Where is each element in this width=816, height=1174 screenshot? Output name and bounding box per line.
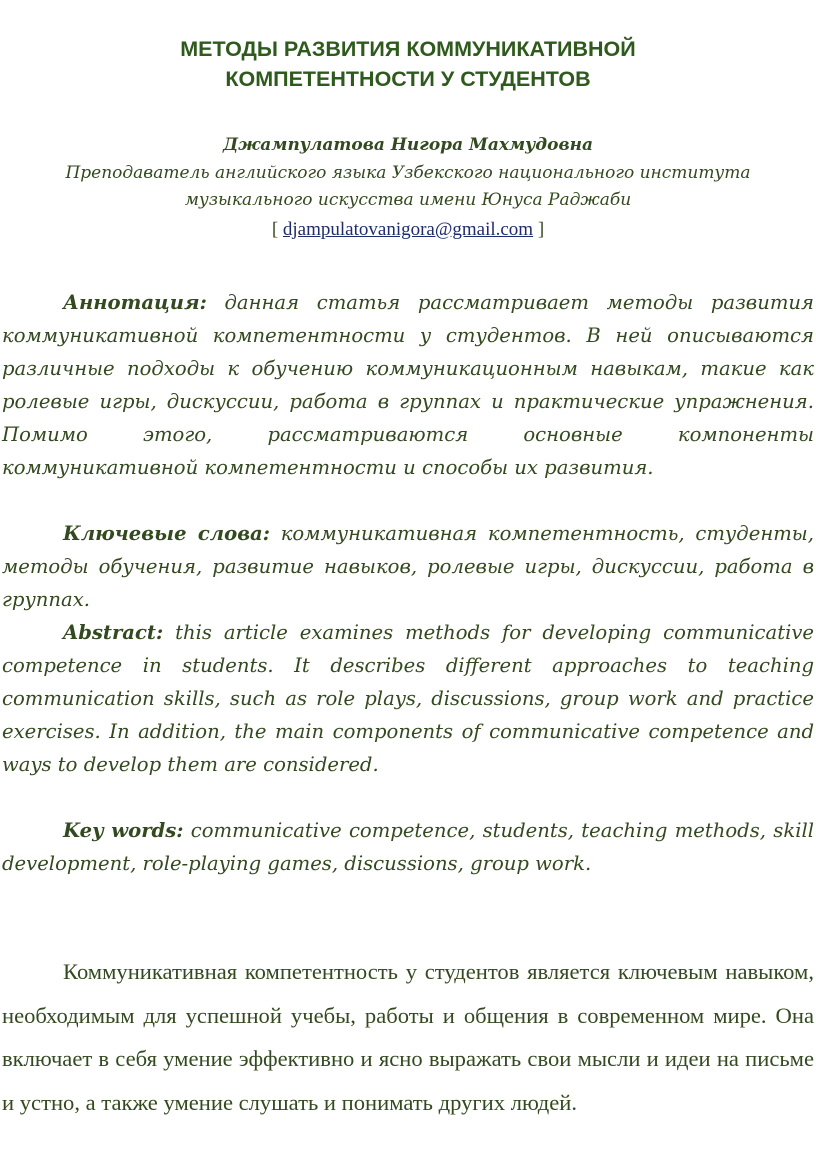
body-paragraph-1: Коммуникативная компетентность у студентов является ключевым навыком, необходимым для успешной учебы, работы и общения в современном мире. Она включает в себя умение эффективно и ясно выражать свои мысли и идеи на письме и устно, а также умение слушать и понимать других людей. — [2, 959, 814, 1115]
annotation-label: Аннотация: — [63, 291, 207, 314]
keywords-ru-text: коммуникативная компетентность, студенты, методы обучения, развитие навыков, ролевые игры, дискуссии, работа в группах. — [2, 522, 814, 611]
abstract-label: Abstract: — [63, 621, 164, 644]
annotation-paragraph — [2, 286, 814, 484]
author-email-link[interactable]: djampulatovanigora@gmail.com — [282, 219, 534, 240]
email-bracket-open: [ — [271, 219, 283, 240]
abstract-paragraph — [2, 616, 814, 781]
keywords-en-text: communicative competence, students, teaching methods, skill development, role-playing games, discussions, group work. — [2, 819, 814, 875]
title-line-1: МЕТОДЫ РАЗВИТИЯ КОММУНИКАТИВНОЙ — [180, 37, 636, 61]
affiliation-line-2: музыкального искусства имени Юнуса Раджаби — [184, 190, 632, 210]
abstract-text: this article examines methods for developing communicative competence in students. It describes different approaches to teaching communication skills, such as role plays, discussions, group work and practice exercises. In addition, the main components of communicative competence and ways to develop them are considered. — [2, 621, 814, 776]
annotation-text: данная статья рассматривает методы развития коммуникативной компетентности у студентов. В ней описываются различные подходы к обучению коммуникационным навыкам, такие как ролевые игры, дискуссии, работа в группах и практические упражнения. Помимо этого, рассматриваются основные компоненты коммуникативной компетентности и способы их развития. — [2, 291, 814, 479]
keywords-ru-paragraph — [2, 517, 814, 616]
keywords-en-label: Key words: — [63, 819, 184, 842]
keywords-ru-label: Ключевые слова: — [63, 522, 270, 545]
email-bracket-close: ] — [533, 219, 545, 240]
author-affiliation — [0, 160, 816, 214]
article-title — [0, 34, 816, 94]
title-line-2: КОМПЕТЕНТНОСТИ У СТУДЕНТОВ — [225, 67, 591, 91]
affiliation-line-1: Преподаватель английского языка Узбекского национального института — [65, 163, 751, 183]
keywords-en-paragraph — [2, 814, 814, 880]
author-name: Джампулатова Нигора Махмудовна — [222, 135, 594, 155]
author-email-line — [0, 218, 816, 242]
